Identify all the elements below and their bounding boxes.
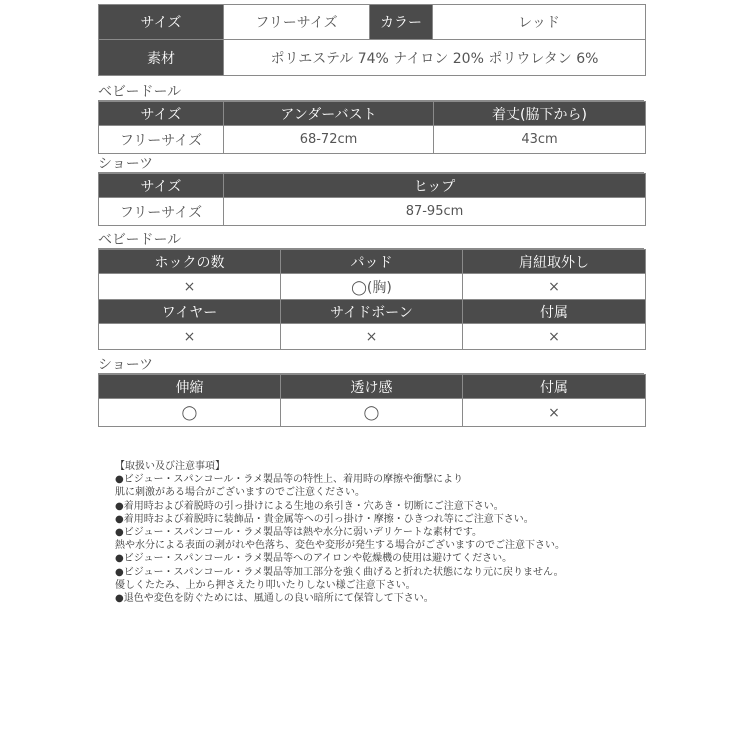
note-line: ●退色や変色を防ぐためには、風通しの良い暗所にて保管して下さい。	[115, 593, 434, 605]
notes-title: 【取扱い及び注意事項】	[115, 461, 225, 472]
shorts-size-title: ショーツ	[98, 157, 644, 173]
table-header: 透け感	[281, 375, 463, 399]
table-cell: 43cm	[434, 126, 646, 154]
table-header: サイドボーン	[281, 300, 463, 324]
table-cell: ×	[463, 399, 646, 427]
size-value: フリーサイズ	[224, 5, 370, 40]
shorts-features-title: ショーツ	[98, 358, 644, 374]
table-cell: フリーサイズ	[99, 126, 224, 154]
table-cell: ×	[99, 274, 281, 300]
babydoll-size-table	[98, 101, 646, 154]
table-cell: ◯	[99, 399, 281, 427]
shorts-size-table	[98, 173, 646, 226]
note-line: ●着用時および着脱時の引っ掛けによる生地の糸引き・穴あき・切断にご注意下さい。	[115, 500, 504, 512]
care-notes	[115, 460, 715, 605]
table-cell: ×	[463, 274, 646, 300]
table-header: サイズ	[99, 174, 224, 198]
babydoll-features-title: ベビードール	[98, 233, 644, 249]
table-header: ホックの数	[99, 250, 281, 274]
table-header: 付属	[463, 300, 646, 324]
table-cell: 68-72cm	[224, 126, 434, 154]
table-cell: ◯	[281, 399, 463, 427]
table-header: ワイヤー	[99, 300, 281, 324]
note-line: ●ビジュー・スパンコール・ラメ製品等は熱や水分に弱いデリケートな素材です。	[115, 527, 483, 539]
note-line: ●ビジュー・スパンコール・ラメ製品等の特性上、着用時の摩擦や衝撃により	[115, 474, 464, 486]
table-header: サイズ	[99, 102, 224, 126]
note-line: ●着用時および着脱時に装飾品・貴金属等への引っ掛け・摩擦・ひきつれ等にご注意下さい。	[115, 513, 534, 525]
color-label: カラー	[370, 5, 433, 40]
table-header: 肩紐取外し	[463, 250, 646, 274]
table-cell: ×	[281, 324, 463, 350]
table-cell: ×	[99, 324, 281, 350]
table-header: 着丈(脇下から)	[434, 102, 646, 126]
spec-table	[98, 4, 646, 76]
table-cell: ×	[463, 324, 646, 350]
note-line: 肌に刺激がある場合がございますのでご注意ください。	[115, 487, 365, 499]
table-header: ヒップ	[224, 174, 646, 198]
table-cell: フリーサイズ	[99, 198, 224, 226]
table-cell: ◯(胸)	[281, 274, 463, 300]
table-header: 伸縮	[99, 375, 281, 399]
babydoll-features-table	[98, 249, 646, 350]
material-label: 素材	[99, 40, 224, 76]
note-line: 熱や水分による表面の剥がれや色落ち、変色や変形が発生する場合がございますのでご注意下さい。	[115, 540, 565, 552]
table-header: アンダーバスト	[224, 102, 434, 126]
note-line: ●ビジュー・スパンコール・ラメ製品等へのアイロンや乾燥機の使用は避けてください。	[115, 553, 513, 565]
note-line: 優しくたたみ、上から押さえたり叩いたりしない様ご注意下さい。	[115, 579, 416, 591]
babydoll-size-title: ベビードール	[98, 85, 644, 101]
material-value: ポリエステル 74% ナイロン 20% ポリウレタン 6%	[224, 40, 646, 76]
note-line: ●ビジュー・スパンコール・ラメ製品等加工部分を強く曲げると折れた状態になり元に戻りません。	[115, 566, 564, 578]
shorts-features-table	[98, 374, 646, 427]
table-header: 付属	[463, 375, 646, 399]
table-cell: 87-95cm	[224, 198, 646, 226]
size-label: サイズ	[99, 5, 224, 40]
table-header: パッド	[281, 250, 463, 274]
color-value: レッド	[433, 5, 646, 40]
